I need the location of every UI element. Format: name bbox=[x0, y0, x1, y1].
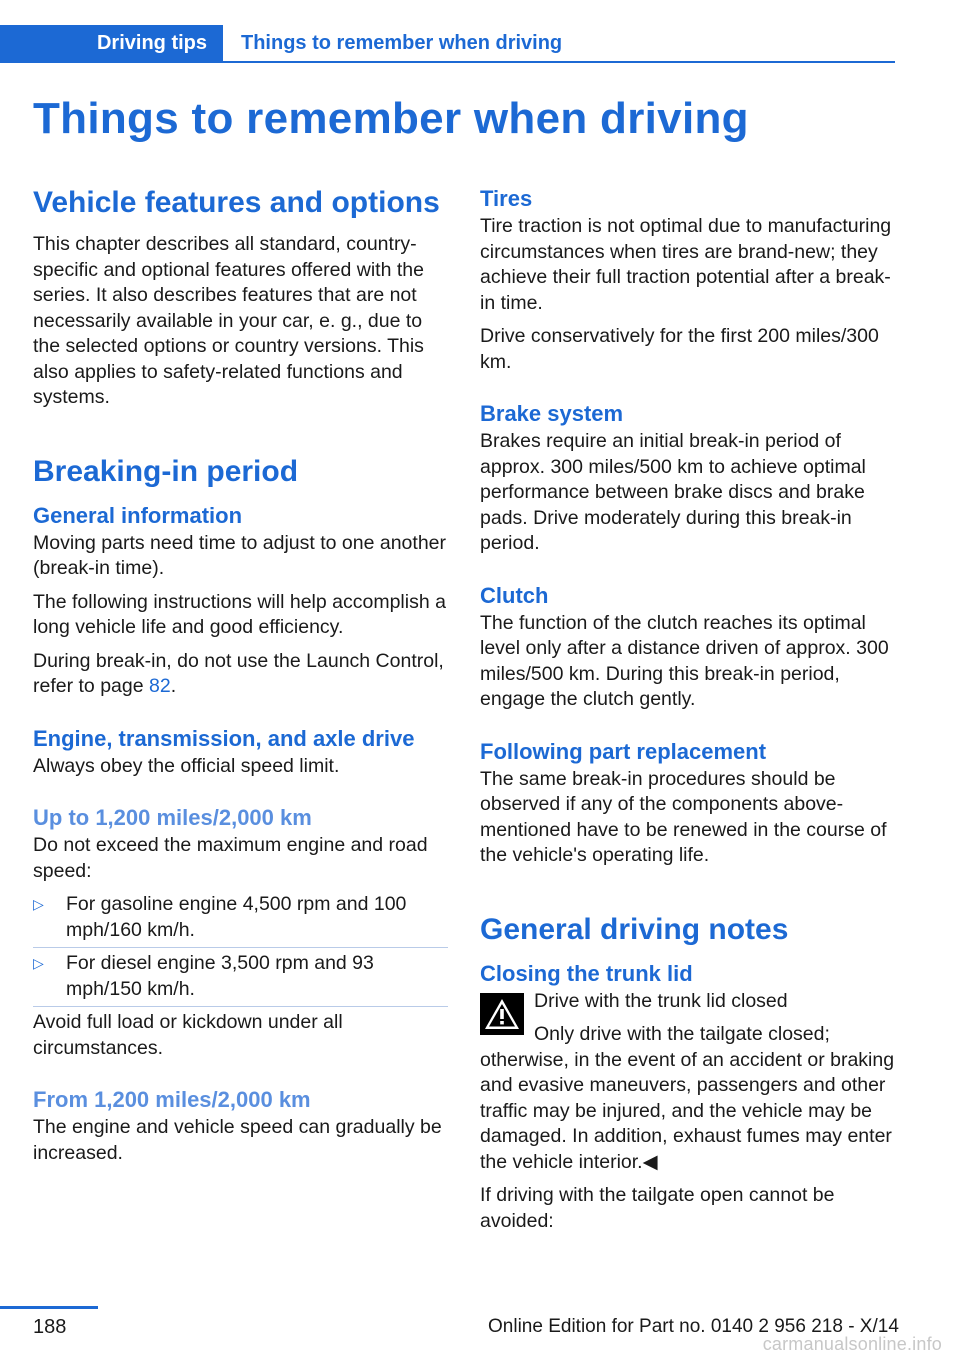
general-information-text-3 bbox=[33, 649, 448, 700]
tires-text-1: Tire traction is not optimal due to manufacturing circumstances when tires are brand-new; they achieve their full traction potential after a break-in time. bbox=[480, 215, 892, 314]
general-information-text-1: Moving parts need time to adjust to one another (break-in time). bbox=[33, 531, 447, 579]
footer-rule bbox=[0, 1306, 98, 1309]
general-information-heading: General information bbox=[33, 502, 243, 528]
period-text: . bbox=[170, 675, 177, 697]
breaking-in-heading: Breaking-in period bbox=[33, 454, 299, 488]
warning-title: Drive with the trunk lid closed bbox=[534, 989, 788, 1012]
list-item-text: For diesel engine 3,500 rpm and 93 mph/150 km/h. bbox=[66, 952, 374, 1000]
breadcrumb-current[interactable]: Things to remember when driving bbox=[241, 32, 563, 54]
bullet-triangle-icon: ▷ bbox=[33, 896, 44, 912]
list-item bbox=[33, 892, 448, 943]
general-information-text-2: The following instructions will help accomplish a long vehicle life and good efficiency. bbox=[33, 590, 446, 638]
following-text: The same break-in procedures should be observed if any of the components above-mentioned have to be renewed in the course of the vehicle's operating life. bbox=[480, 767, 887, 866]
up-to-heading: Up to 1,200 miles/2,000 km bbox=[33, 805, 312, 830]
warning-text: Only drive with the tailgate closed; otherwise, in the event of an accident or braking and evasive maneuvers, passengers and other traffic may be injured, and the vehicle may be damaged. In addition, exhaust fumes may enter the vehicle interior.◀ bbox=[480, 1023, 895, 1173]
warning-icon bbox=[480, 993, 524, 1035]
engine-text: Always obey the official speed limit. bbox=[33, 754, 340, 777]
brake-heading: Brake system bbox=[480, 401, 624, 426]
page-number: 188 bbox=[33, 1316, 67, 1338]
left-column bbox=[33, 184, 448, 1174]
list-item bbox=[33, 951, 448, 1002]
brake-text: Brakes require an initial break-in period of approx. 300 miles/500 km to achieve optimal performance between brake discs and brake pads. Drive moderately during this break-in period. bbox=[480, 430, 866, 554]
avoid-text: Avoid full load or kickdown under all circumstances. bbox=[33, 1011, 343, 1059]
watermark: carmanualsonline.info bbox=[762, 1334, 942, 1354]
list-item-text: For gasoline engine 4,500 rpm and 100 mph/160 km/h. bbox=[66, 893, 407, 941]
clutch-heading: Clutch bbox=[480, 582, 549, 608]
warning-block bbox=[480, 989, 895, 1176]
breadcrumb-section[interactable]: Driving tips bbox=[0, 25, 223, 61]
general-driving-heading: General driving notes bbox=[480, 912, 789, 946]
following-heading: Following part replacement bbox=[480, 738, 767, 764]
tailgate-text: If driving with the tailgate open cannot be avoided: bbox=[480, 1184, 835, 1232]
up-to-text: Do not exceed the maximum engine and road speed: bbox=[33, 834, 428, 882]
from-text: The engine and vehicle speed can gradually be increased. bbox=[33, 1116, 442, 1164]
trunk-lid-heading: Closing the trunk lid bbox=[480, 960, 693, 986]
engine-heading: Engine, transmission, and axle drive bbox=[33, 725, 415, 751]
tires-heading: Tires bbox=[480, 186, 533, 211]
right-column bbox=[480, 184, 895, 1242]
launch-control-text: During break-in, do not use the Launch Control, refer to page bbox=[33, 649, 444, 697]
header-breadcrumb bbox=[0, 25, 895, 63]
speed-limit-list bbox=[33, 892, 448, 1002]
vehicle-features-text: This chapter describes all standard, country-specific and optional features offered with the series. It also describes features that are not necessarily available in your car, e. g., due to the selected options or country versions. This also applies to safety-related functions and systems. bbox=[33, 233, 424, 408]
from-heading: From 1,200 miles/2,000 km bbox=[33, 1087, 311, 1112]
clutch-text: The function of the clutch reaches its optimal level only after a distance driven of approx. 300 miles/500 km. During this break-in period, engage the clutch gently. bbox=[480, 611, 889, 710]
tires-text-2: Drive conservatively for the first 200 miles/300 km. bbox=[480, 325, 879, 373]
edition-text: Online Edition for Part no. 0140 2 956 218 - X/14 bbox=[488, 1316, 899, 1337]
page-link-82[interactable]: 82 bbox=[149, 675, 171, 697]
vehicle-features-heading: Vehicle features and options bbox=[33, 186, 440, 219]
page-title: Things to remember when driving bbox=[33, 94, 749, 143]
bullet-triangle-icon: ▷ bbox=[33, 955, 44, 971]
